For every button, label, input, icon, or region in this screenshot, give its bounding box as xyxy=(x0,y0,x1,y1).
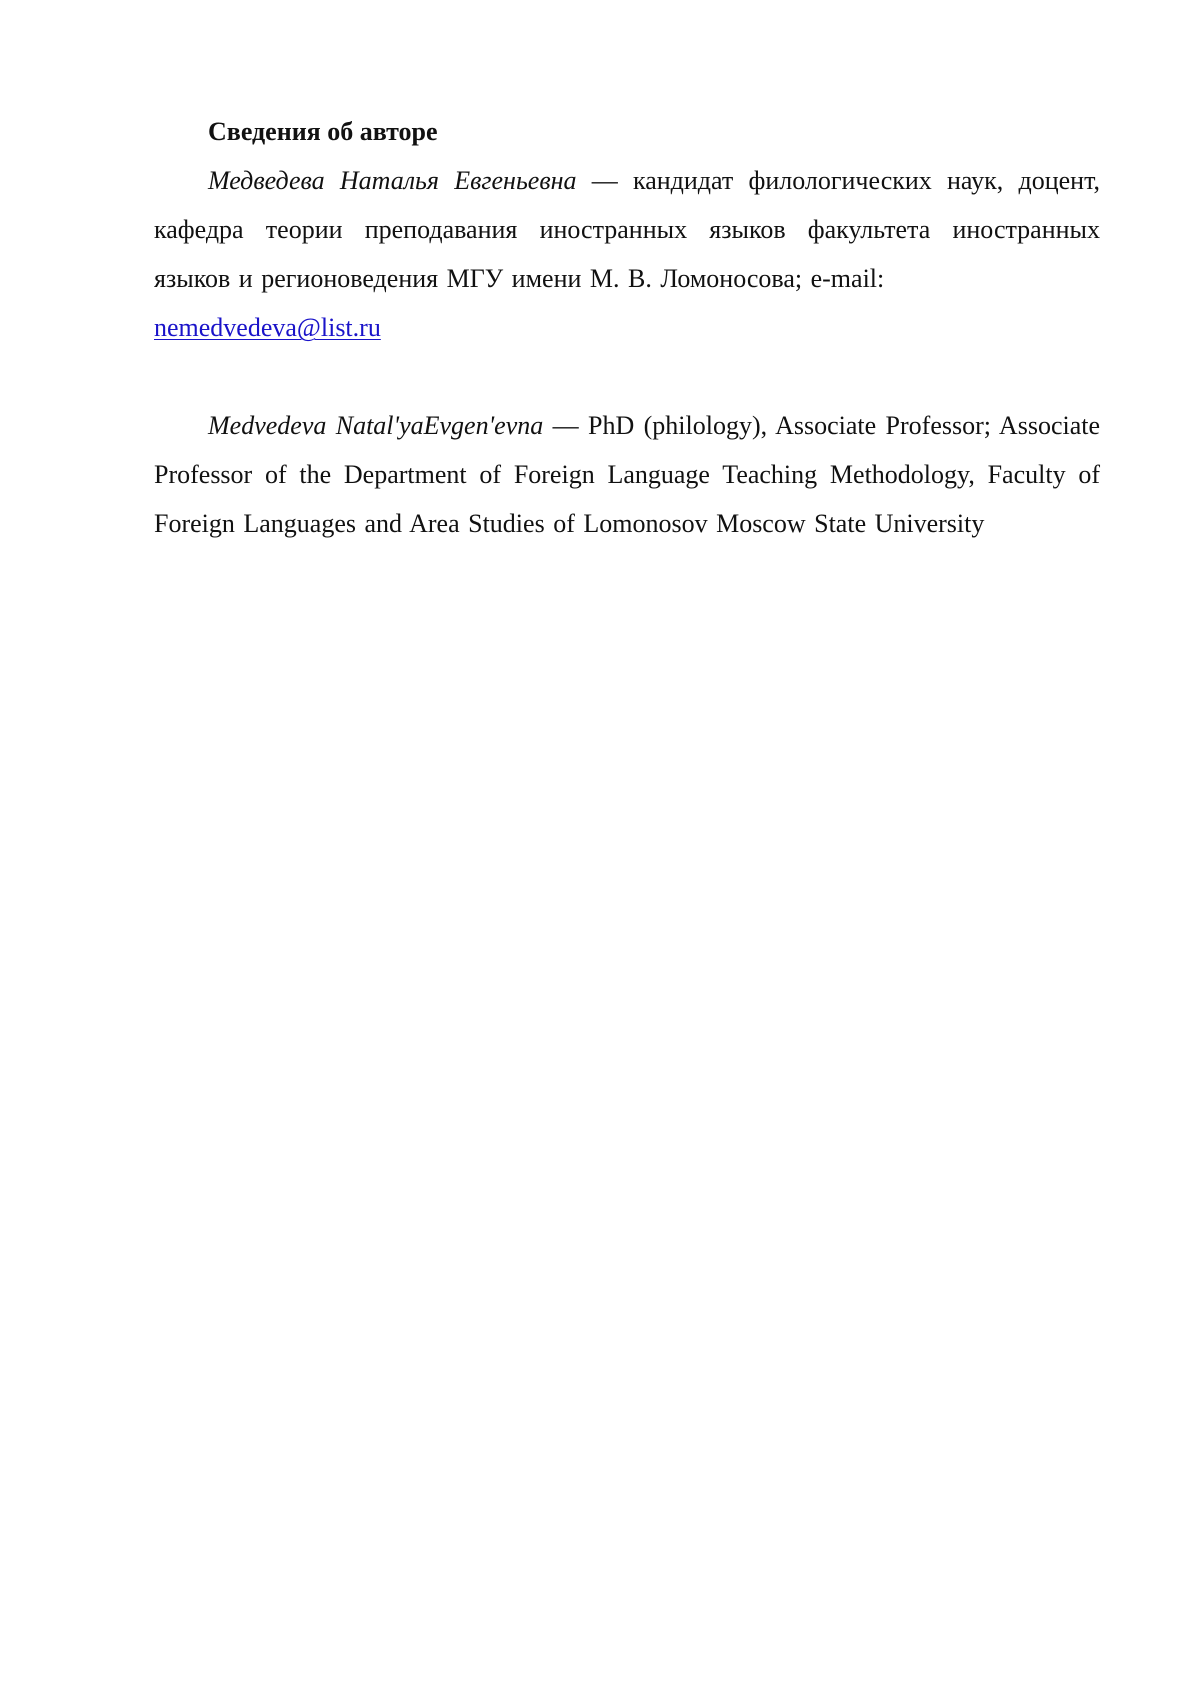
author-bio-english xyxy=(154,401,1100,548)
author-email-link[interactable]: nemedvedeva@list.ru xyxy=(154,313,381,342)
dash-separator: — xyxy=(576,166,633,195)
author-details-russian: кандидат филологических наук, доцент, кафедра теории преподавания иностранных языков факультета иностранных языков и регионоведения МГУ имени М. В. Ломоносова; e-mail: xyxy=(154,166,1100,293)
author-details-english: PhD (philology), Associate Professor; Associate Professor of the Department of Foreign Language Teaching Methodology, Faculty of Foreign Languages and Area Studies of Lomonosov Moscow State University xyxy=(154,411,1101,538)
dash-separator: — xyxy=(543,411,589,440)
author-name-russian: Медведева Наталья Евгеньевна xyxy=(208,166,577,195)
section-heading: Сведения об авторе xyxy=(208,117,438,146)
author-name-english: Medvedeva Natal'yaEvgen'evna xyxy=(208,411,544,440)
author-info-section xyxy=(154,107,1100,548)
author-bio-russian xyxy=(154,156,1100,303)
email-line xyxy=(154,303,1100,352)
